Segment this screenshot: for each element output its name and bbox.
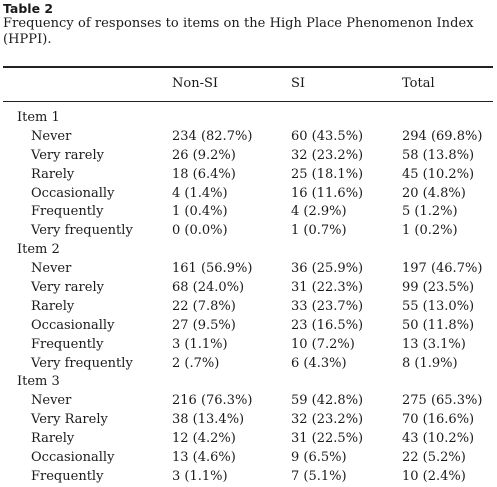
row-label: Frequently (31, 468, 104, 484)
cell-non-si: 38 (13.4%) (172, 412, 245, 428)
table-row (0, 128, 497, 147)
header-total: Total (402, 76, 435, 91)
row-label: Occasionally (31, 185, 115, 201)
cell-total: 22 (5.2%) (402, 450, 466, 466)
cell-non-si: 26 (9.2%) (172, 147, 236, 163)
cell-total: 8 (1.9%) (402, 355, 458, 371)
table-row (0, 185, 497, 204)
cell-non-si: 27 (9.5%) (172, 317, 236, 333)
cell-total: 70 (16.6%) (402, 412, 475, 428)
cell-non-si: 12 (4.2%) (172, 431, 236, 447)
cell-si: 33 (23.7%) (291, 298, 364, 314)
cell-si: 4 (2.9%) (291, 204, 347, 220)
table-title: Frequency of responses to items on the High Place Phenomenon Index (HPPI). (3, 16, 474, 47)
table-body (0, 109, 497, 487)
header-rule (3, 101, 493, 102)
table-label: Table 2 (3, 1, 54, 16)
cell-si: 25 (18.1%) (291, 166, 364, 182)
cell-non-si: 3 (1.1%) (172, 336, 228, 352)
cell-non-si: 3 (1.1%) (172, 468, 228, 484)
cell-si: 6 (4.3%) (291, 355, 347, 371)
table-row (0, 260, 497, 279)
cell-non-si: 13 (4.6%) (172, 450, 236, 466)
row-label: Rarely (31, 298, 75, 314)
cell-total: 294 (69.8%) (402, 128, 483, 144)
row-label: Very frequently (31, 355, 133, 371)
cell-si: 32 (23.2%) (291, 147, 364, 163)
row-label: Rarely (31, 431, 75, 447)
table-row (0, 430, 497, 449)
row-label: Very rarely (31, 280, 104, 296)
header-non-si: Non-SI (172, 76, 219, 91)
cell-total: 197 (46.7%) (402, 261, 483, 277)
cell-total: 45 (10.2%) (402, 166, 475, 182)
table-row (0, 298, 497, 317)
cell-si: 9 (6.5%) (291, 450, 347, 466)
row-label: Never (31, 393, 72, 409)
cell-non-si: 216 (76.3%) (172, 393, 253, 409)
cell-si: 23 (16.5%) (291, 317, 364, 333)
row-label: Occasionally (31, 450, 115, 466)
cell-total: 43 (10.2%) (402, 431, 475, 447)
table-row (0, 203, 497, 222)
cell-total: 55 (13.0%) (402, 298, 475, 314)
cell-si: 32 (23.2%) (291, 412, 364, 428)
cell-si: 16 (11.6%) (291, 185, 364, 201)
cell-si: 59 (42.8%) (291, 393, 364, 409)
table-row (0, 336, 497, 355)
table-row (0, 355, 497, 374)
cell-total: 50 (11.8%) (402, 317, 475, 333)
group-label: Item 1 (17, 110, 60, 125)
cell-total: 20 (4.8%) (402, 185, 466, 201)
group-label: Item 2 (17, 242, 60, 258)
cell-non-si: 4 (1.4%) (172, 185, 228, 201)
cell-total: 99 (23.5%) (402, 280, 475, 296)
top-rule (3, 66, 493, 68)
table-header-row (0, 76, 497, 94)
cell-total: 10 (2.4%) (402, 468, 466, 484)
group-label: Item 3 (17, 374, 60, 390)
row-label: Occasionally (31, 317, 115, 333)
cell-si: 31 (22.3%) (291, 280, 364, 296)
row-label: Frequently (31, 336, 104, 352)
cell-total: 1 (0.2%) (402, 223, 458, 239)
header-si: SI (291, 76, 306, 91)
table-row (0, 392, 497, 411)
table-group-row (0, 109, 497, 128)
cell-si: 60 (43.5%) (291, 128, 364, 144)
table-row (0, 411, 497, 430)
cell-non-si: 1 (0.4%) (172, 204, 228, 220)
row-label: Frequently (31, 204, 104, 220)
cell-total: 275 (65.3%) (402, 393, 483, 409)
row-label: Never (31, 261, 72, 277)
table-caption (3, 2, 493, 48)
table-row (0, 468, 497, 487)
cell-non-si: 22 (7.8%) (172, 298, 236, 314)
cell-non-si: 18 (6.4%) (172, 166, 236, 182)
table-row (0, 147, 497, 166)
table-row (0, 222, 497, 241)
row-label: Never (31, 128, 72, 144)
row-label: Very frequently (31, 223, 133, 239)
table-group-row (0, 373, 497, 392)
row-label: Very rarely (31, 147, 104, 163)
table-row (0, 317, 497, 336)
cell-si: 31 (22.5%) (291, 431, 364, 447)
row-label: Very Rarely (31, 412, 108, 428)
cell-si: 10 (7.2%) (291, 336, 355, 352)
table-row (0, 166, 497, 185)
table-row (0, 449, 497, 468)
cell-total: 5 (1.2%) (402, 204, 458, 220)
cell-total: 13 (3.1%) (402, 336, 466, 352)
table-row (0, 279, 497, 298)
cell-non-si: 234 (82.7%) (172, 128, 253, 144)
cell-non-si: 68 (24.0%) (172, 280, 245, 296)
cell-total: 58 (13.8%) (402, 147, 475, 163)
cell-non-si: 161 (56.9%) (172, 261, 253, 277)
table-group-row (0, 241, 497, 260)
cell-si: 1 (0.7%) (291, 223, 347, 239)
row-label: Rarely (31, 166, 75, 182)
cell-non-si: 0 (0.0%) (172, 223, 228, 239)
cell-si: 7 (5.1%) (291, 468, 347, 484)
cell-non-si: 2 (.7%) (172, 355, 220, 371)
cell-si: 36 (25.9%) (291, 261, 364, 277)
